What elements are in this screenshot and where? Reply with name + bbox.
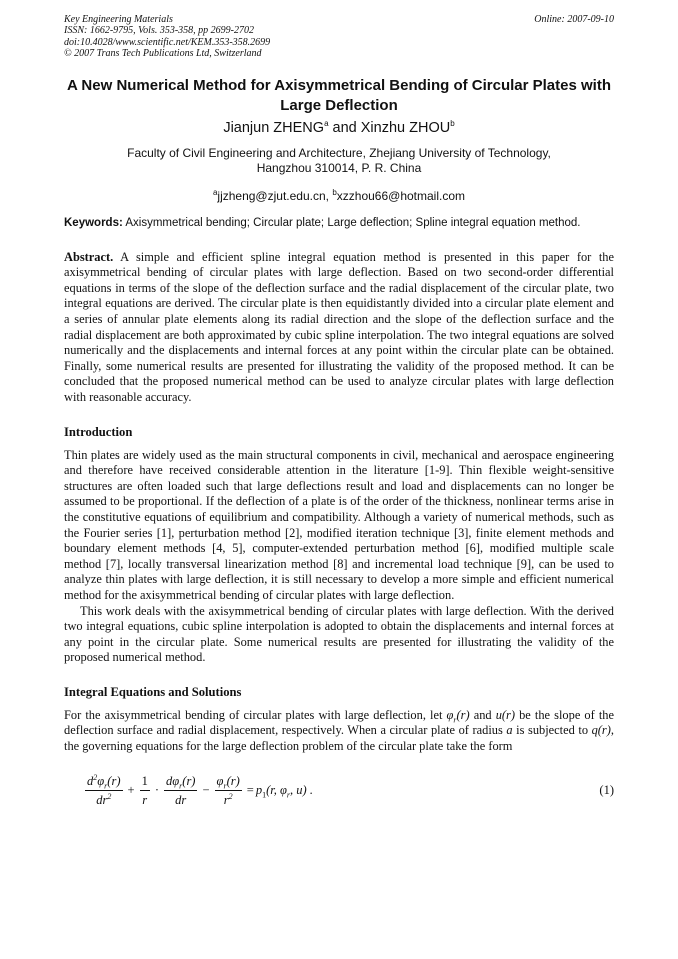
email-a-sup: a	[212, 187, 218, 197]
issn-line: ISSN: 1662-9795, Vols. 353-358, pp 2699-2702	[64, 25, 254, 37]
abstract-label: Abstract.	[64, 249, 114, 264]
paper-page	[64, 14, 614, 811]
doi-line: doi:10.4028/www.scientific.net/KEM.353-358.2699	[64, 36, 271, 48]
journal-name: Key Engineering Materials	[64, 14, 173, 25]
author-1-sup: a	[324, 118, 329, 128]
eq-plus: +	[127, 783, 135, 798]
eq-equals: =	[246, 783, 254, 798]
equation-1-number: (1)	[599, 782, 614, 797]
equation-1-expression	[82, 771, 313, 811]
introduction-paragraph-2: This work deals with the axisymmetrical bending of circular plates with large deflection. With the derived two integral equations, cubic spline interpolation is adopted to obtain the displacements and internal forces at any point in the circular plate. Some numerical results are presented for illustrating the validity of the proposed numerical method.	[64, 603, 614, 665]
radius-symbol: a	[506, 723, 513, 738]
u-symbol: u(r)	[495, 707, 515, 722]
eq-fraction-1: $\frac{d^2\varphi_r(r)}{dr^2}$	[87, 773, 121, 808]
integral-text-2: be the slope of the deflection surface and radial displacement, respectively. When a circular plate of radius	[64, 707, 615, 738]
eq-minus: −	[202, 783, 210, 798]
journal-header	[64, 14, 614, 60]
q-symbol: q(r)	[591, 723, 611, 738]
eq-rhs: $p_1(r$, $\varphi_r$, u) .	[255, 783, 313, 800]
email-line	[64, 189, 614, 204]
eq-dot: ·	[154, 783, 159, 798]
author-line	[64, 118, 614, 138]
abstract-text: A simple and efficient spline integral equation method is presented in this paper for the axisymmetrical bending of circular plates with large deflection. Based on two second-order differential equations in terms of the slope of the deflection surface and the radial displacement of the circular plate, two integral equations are derived. The circular plate is then equidistantly divided into a circular plate element and a series of annular plate elements along its radial direction and the slope of the deflection surface and the radial displacement are both approximated by cubic spline interpolation. The two integral equations are solved numerically and the displacements and internal forces at any point within the circular plate can be obtained. Finally, some numerical results are presented for illustrating the validity of the proposed method. It can be concluded that the proposed numerical method can be used to analyze circular plates with large deflection with reasonable accuracy.	[64, 249, 614, 404]
copyright-line: © 2007 Trans Tech Publications Ltd, Switzerland	[64, 48, 262, 60]
abstract	[64, 250, 614, 406]
introduction-paragraph-1: Thin plates are widely used as the main structural components in civil, mechanical and aerospace engineering and therefore have received considerable attention in the literature [1-9]. Thin flexible weight-sensitive structures are often loaded such that large deflections result and load and displacements can no longer be assumed to be proportional. If the deflection of a plate is of the order of the thickness, nonlinear terms arise in the constitutive equations of equilibrium and compatibility. Although a variety of numerical methods, such as the Fourier series [1], perturbation method [2], modified iteration technique [3], finite element methods and boundary element methods [4, 5], computer-extended perturbation method [6], modified multiple scale method [7], locally transversal linearization method [8] and incremental load technique [9], can be used to analyze thin plates with large deflection, it is still necessary to develop a more simple and efficient numerical method for the axisymmetrical bending of circular plates with large deflection.	[64, 447, 614, 602]
introduction-heading: Introduction	[64, 424, 133, 439]
keywords	[64, 216, 614, 231]
phi-symbol: φ	[446, 707, 454, 722]
eq-fraction-3: $\frac{d\varphi_r(r)}{dr}$	[165, 774, 196, 808]
integral-text-3: is subjected to	[512, 723, 592, 738]
keywords-label: Keywords:	[64, 216, 123, 229]
author-2-sup: b	[450, 118, 455, 128]
affiliation	[64, 146, 614, 176]
paper-title: A New Numerical Method for Axisymmetrical Bending of Circular Plates with Large Deflection	[66, 76, 611, 114]
email-a[interactable]: jjzheng@zjut.edu.cn,	[217, 188, 333, 203]
online-date: Online: 2007-09-10	[534, 14, 614, 25]
phi-argument: (r)	[456, 707, 470, 722]
affiliation-line-1: Faculty of Civil Engineering and Architecture, Zhejiang University of Technology,	[127, 145, 551, 160]
phi-subscript: r	[453, 715, 457, 725]
integral-text-1: For the axisymmetrical bending of circular plates with large deflection, let	[64, 707, 447, 722]
email-b-sup: b	[332, 187, 337, 197]
author-1: Jianjun ZHENG	[223, 119, 325, 136]
author-2: Xinzhu ZHOU	[360, 119, 451, 136]
affiliation-line-2: Hangzhou 310014, P. R. China	[256, 160, 422, 175]
and-word: and	[469, 707, 496, 722]
eq-fraction-4: $\frac{\varphi_r(r)}{r^2}$	[216, 774, 240, 808]
integral-equations-heading: Integral Equations and Solutions	[64, 684, 242, 699]
integral-text-4: , the governing equations for the large deflection problem of the circular plate take the form	[64, 723, 614, 754]
equation-1	[64, 771, 614, 811]
email-b[interactable]: xzzhou66@hotmail.com	[336, 188, 466, 203]
keywords-text: Axisymmetrical bending; Circular plate; Large deflection; Spline integral equation method.	[122, 216, 581, 229]
eq-fraction-2: $\frac{1}{r}$	[141, 774, 148, 808]
author-connector: and	[328, 119, 361, 136]
integral-equations-paragraph	[64, 708, 614, 755]
